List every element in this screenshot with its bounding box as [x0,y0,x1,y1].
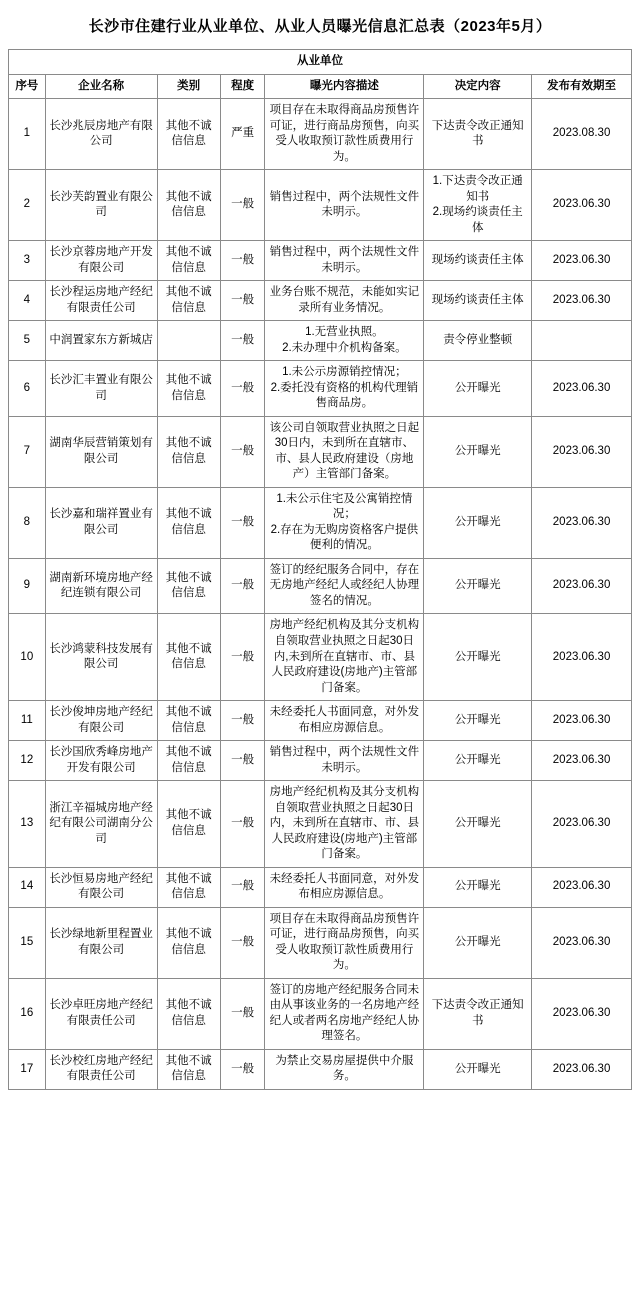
table-row [9,867,632,907]
cell-category: 其他不诚信信息 [157,741,220,781]
column-header-description: 曝光内容描述 [265,74,424,99]
cell-decision: 公开曝光 [424,614,532,701]
section-title: 从业单位 [9,50,632,75]
cell-company: 浙江辛福城房地产经纪有限公司湖南分公司 [45,781,157,868]
cell-decision: 公开曝光 [424,907,532,978]
cell-category: 其他不诚信信息 [157,781,220,868]
page-title: 长沙市住建行业从业单位、从业人员曝光信息汇总表（2023年5月） [88,18,552,35]
cell-valid-until: 2023.06.30 [532,907,632,978]
table-row [9,614,632,701]
cell-company: 长沙芙韵置业有限公司 [45,170,157,241]
cell-category: 其他不诚信信息 [157,558,220,614]
cell-description: 1.无营业执照。 2.未办理中介机构备案。 [265,321,424,361]
cell-valid-until: 2023.06.30 [532,781,632,868]
table-header-row [9,74,632,99]
cell-valid-until: 2023.06.30 [532,416,632,487]
cell-decision: 下达责令改正通知书 [424,99,532,170]
cell-category [157,321,220,361]
cell-company: 湖南新环境房地产经纪连锁有限公司 [45,558,157,614]
table-row [9,241,632,281]
cell-category: 其他不诚信信息 [157,1049,220,1089]
cell-category: 其他不诚信信息 [157,99,220,170]
cell-description: 1.未公示房源销控情况； 2.委托没有资格的机构代理销售商品房。 [265,361,424,417]
cell-company: 长沙绿地新里程置业有限公司 [45,907,157,978]
cell-company: 长沙校红房地产经纪有限责任公司 [45,1049,157,1089]
cell-valid-until: 2023.06.30 [532,867,632,907]
cell-decision: 责令停业整顿 [424,321,532,361]
cell-company: 长沙鸿蒙科技发展有限公司 [45,614,157,701]
cell-company: 中润置家东方新城店 [45,321,157,361]
cell-category: 其他不诚信信息 [157,281,220,321]
cell-company: 长沙京蓉房地产开发有限公司 [45,241,157,281]
cell-degree: 一般 [220,170,265,241]
cell-degree: 一般 [220,281,265,321]
cell-index: 4 [9,281,46,321]
cell-decision: 公开曝光 [424,741,532,781]
cell-index: 6 [9,361,46,417]
cell-company: 长沙卓旺房地产经纪有限责任公司 [45,978,157,1049]
cell-company: 长沙恒易房地产经纪有限公司 [45,867,157,907]
cell-index: 17 [9,1049,46,1089]
cell-valid-until [532,321,632,361]
cell-index: 13 [9,781,46,868]
cell-index: 15 [9,907,46,978]
cell-description: 未经委托人书面同意，对外发布相应房源信息。 [265,701,424,741]
cell-degree: 严重 [220,99,265,170]
cell-description: 未经委托人书面同意，对外发布相应房源信息。 [265,867,424,907]
cell-category: 其他不诚信信息 [157,614,220,701]
cell-description: 为禁止交易房屋提供中介服务。 [265,1049,424,1089]
cell-degree: 一般 [220,867,265,907]
cell-degree: 一般 [220,907,265,978]
cell-description: 签订的房地产经纪服务合同未由从事该业务的一名房地产经纪人或者两名房地产经纪人协理签名。 [265,978,424,1049]
cell-degree: 一般 [220,361,265,417]
cell-valid-until: 2023.06.30 [532,487,632,558]
cell-degree: 一般 [220,321,265,361]
cell-valid-until: 2023.06.30 [532,701,632,741]
cell-description: 签订的经纪服务合同中，存在无房地产经纪人或经纪人协理签名的情况。 [265,558,424,614]
column-header-valid-until: 发布有效期至 [532,74,632,99]
exposure-table [8,49,632,1090]
cell-description: 1.未公示住宅及公寓销控情况； 2.存在为无购房资格客户提供便利的情况。 [265,487,424,558]
table-row [9,741,632,781]
cell-valid-until: 2023.06.30 [532,558,632,614]
column-header-company: 企业名称 [45,74,157,99]
cell-degree: 一般 [220,487,265,558]
table-row [9,281,632,321]
cell-degree: 一般 [220,416,265,487]
table-row [9,1049,632,1089]
cell-decision: 公开曝光 [424,867,532,907]
cell-index: 3 [9,241,46,281]
cell-valid-until: 2023.06.30 [532,741,632,781]
cell-index: 7 [9,416,46,487]
cell-degree: 一般 [220,1049,265,1089]
column-header-degree: 程度 [220,74,265,99]
cell-index: 9 [9,558,46,614]
column-header-category: 类别 [157,74,220,99]
cell-company: 长沙国欣秀峰房地产开发有限公司 [45,741,157,781]
cell-degree: 一般 [220,978,265,1049]
cell-degree: 一般 [220,701,265,741]
cell-index: 16 [9,978,46,1049]
cell-category: 其他不诚信信息 [157,701,220,741]
cell-valid-until: 2023.06.30 [532,281,632,321]
table-section-header [9,50,632,75]
cell-degree: 一般 [220,614,265,701]
cell-decision: 现场约谈责任主体 [424,281,532,321]
table-row [9,416,632,487]
cell-degree: 一般 [220,781,265,868]
cell-degree: 一般 [220,241,265,281]
cell-index: 10 [9,614,46,701]
cell-description: 项目存在未取得商品房预售许可证，进行商品房预售，向买受人收取预订款性质费用行为。 [265,99,424,170]
cell-decision: 公开曝光 [424,1049,532,1089]
table-row [9,907,632,978]
cell-description: 房地产经纪机构及其分支机构自领取营业执照之日起30日内,未到所在直辖市、市、县人民政府建设(房地产)主管部门备案。 [265,614,424,701]
table-row [9,558,632,614]
cell-category: 其他不诚信信息 [157,170,220,241]
cell-description: 销售过程中，两个法规性文件未明示。 [265,741,424,781]
table-body [9,50,632,1090]
cell-category: 其他不诚信信息 [157,907,220,978]
table-row [9,99,632,170]
cell-valid-until: 2023.06.30 [532,170,632,241]
cell-description: 房地产经纪机构及其分支机构自领取营业执照之日起30日内，未到所在直辖市、市、县人民政府建设(房地产)主管部门备案。 [265,781,424,868]
column-header-index: 序号 [9,74,46,99]
cell-description: 项目存在未取得商品房预售许可证，进行商品房预售，向买受人收取预订款性质费用行为。 [265,907,424,978]
cell-decision: 公开曝光 [424,361,532,417]
cell-description: 该公司自领取营业执照之日起30日内，未到所在直辖市、市、县人民政府建设（房地产）主管部门备案。 [265,416,424,487]
cell-valid-until: 2023.06.30 [532,1049,632,1089]
table-row [9,321,632,361]
cell-category: 其他不诚信信息 [157,487,220,558]
cell-decision: 1.下达责令改正通知书 2.现场约谈责任主体 [424,170,532,241]
cell-degree: 一般 [220,558,265,614]
cell-category: 其他不诚信信息 [157,867,220,907]
cell-index: 1 [9,99,46,170]
cell-valid-until: 2023.06.30 [532,241,632,281]
table-row [9,170,632,241]
cell-description: 业务台账不规范，未能如实记录所有业务情况。 [265,281,424,321]
cell-company: 长沙程运房地产经纪有限责任公司 [45,281,157,321]
cell-decision: 公开曝光 [424,416,532,487]
cell-company: 长沙嘉和瑞祥置业有限公司 [45,487,157,558]
cell-decision: 公开曝光 [424,781,532,868]
cell-index: 5 [9,321,46,361]
cell-degree: 一般 [220,741,265,781]
cell-category: 其他不诚信信息 [157,416,220,487]
cell-index: 11 [9,701,46,741]
cell-decision: 公开曝光 [424,558,532,614]
table-row [9,701,632,741]
cell-index: 8 [9,487,46,558]
cell-decision: 下达责令改正通知书 [424,978,532,1049]
cell-index: 12 [9,741,46,781]
cell-decision: 现场约谈责任主体 [424,241,532,281]
table-row [9,978,632,1049]
cell-index: 14 [9,867,46,907]
table-row [9,487,632,558]
cell-category: 其他不诚信信息 [157,361,220,417]
cell-company: 湖南华辰营销策划有限公司 [45,416,157,487]
cell-company: 长沙俊坤房地产经纪有限公司 [45,701,157,741]
cell-index: 2 [9,170,46,241]
cell-valid-until: 2023.06.30 [532,361,632,417]
cell-decision: 公开曝光 [424,701,532,741]
cell-decision: 公开曝光 [424,487,532,558]
column-header-decision: 决定内容 [424,74,532,99]
cell-valid-until: 2023.06.30 [532,978,632,1049]
cell-category: 其他不诚信信息 [157,978,220,1049]
cell-description: 销售过程中，两个法规性文件未明示。 [265,241,424,281]
table-row [9,361,632,417]
cell-valid-until: 2023.06.30 [532,614,632,701]
table-row [9,781,632,868]
cell-company: 长沙汇丰置业有限公司 [45,361,157,417]
cell-company: 长沙兆辰房地产有限公司 [45,99,157,170]
cell-category: 其他不诚信信息 [157,241,220,281]
cell-valid-until: 2023.08.30 [532,99,632,170]
cell-description: 销售过程中，两个法规性文件未明示。 [265,170,424,241]
